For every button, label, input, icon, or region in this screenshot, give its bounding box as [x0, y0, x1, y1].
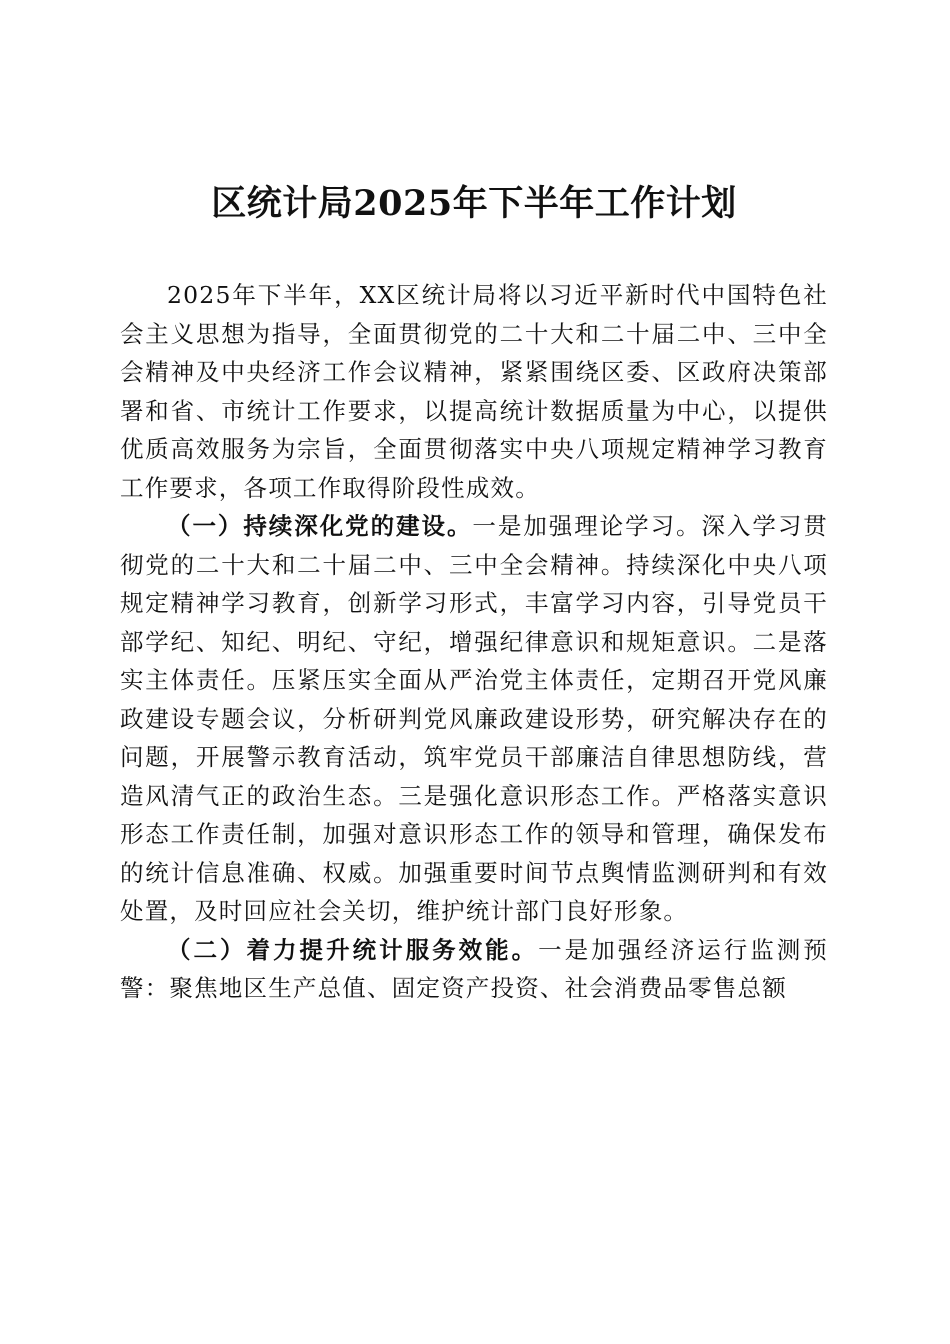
paragraph-text: 2025年下半年，XX区统计局将以习近平新时代中国特色社会主义思想为指导，全面贯彻党的二十大和二十届二中、三中全会精神及中央经济工作会议精神，紧紧围绕区委、区政府决策部署和省、市统计工作要求，以提高统计数据质量为中心，以提供优质高效服务为宗旨，全面贯彻落实中央八项规定精神学习教育工作要求，各项工作取得阶段性成效。	[120, 281, 828, 502]
paragraph-intro	[120, 276, 828, 507]
document-body	[120, 276, 828, 1008]
paragraph-text: 一是加强经济运行监测预警：聚焦地区生产总值、固定资产投资、社会消费品零售总额	[120, 935, 828, 1002]
paragraph-section-2	[120, 931, 828, 1008]
paragraph-section-1	[120, 507, 828, 931]
paragraph-text: 一是加强理论学习。深入学习贯彻党的二十大和二十届二中、三中全会精神。持续深化中央八项规定精神学习教育，创新学习形式，丰富学习内容，引导党员干部学纪、知纪、明纪、守纪，增强纪律意识和规矩意识。二是落实主体责任。压紧压实全面从严治党主体责任，定期召开党风廉政建设专题会议，分析研判党风廉政建设形势，研究解决存在的问题，开展警示教育活动，筑牢党员干部廉洁自律思想防线，营造风清气正的政治生态。三是强化意识形态工作。严格落实意识形态工作责任制，加强对意识形态工作的领导和管理，确保发布的统计信息准确、权威。加强重要时间节点舆情监测研判和有效处置，及时回应社会关切，维护统计部门良好形象。	[120, 512, 828, 925]
document-title: 区统计局2025年下半年工作计划	[211, 183, 737, 224]
document-page	[120, 0, 828, 1344]
section-heading: （二）着力提升统计服务效能。	[167, 935, 539, 964]
section-heading: （一）持续深化党的建设。	[167, 512, 473, 540]
